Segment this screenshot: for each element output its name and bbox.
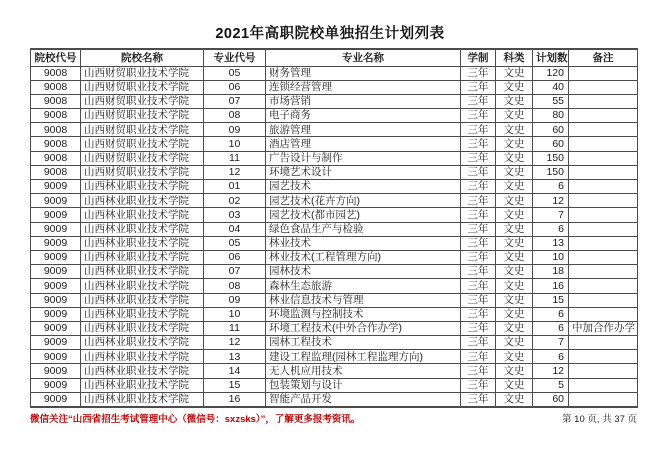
cell-plan-count: 60 bbox=[533, 392, 569, 406]
cell-category: 文史 bbox=[496, 222, 533, 236]
cell-category: 文史 bbox=[496, 336, 533, 350]
cell-college-code: 9009 bbox=[31, 307, 81, 321]
cell-remark bbox=[569, 137, 638, 151]
cell-duration: 三年 bbox=[461, 80, 496, 94]
cell-college-name: 山西林业职业技术学院 bbox=[81, 194, 204, 208]
cell-college-name: 山西林业职业技术学院 bbox=[81, 279, 204, 293]
cell-plan-count: 150 bbox=[533, 165, 569, 179]
cell-major-code: 10 bbox=[204, 137, 266, 151]
table-row bbox=[31, 336, 638, 350]
cell-major-name: 园林工程技术 bbox=[266, 336, 461, 350]
table-row bbox=[31, 307, 638, 321]
cell-college-code: 9009 bbox=[31, 236, 81, 250]
table-row bbox=[31, 208, 638, 222]
cell-major-code: 08 bbox=[204, 109, 266, 123]
cell-remark: 中加合作办学 bbox=[569, 321, 638, 335]
cell-duration: 三年 bbox=[461, 165, 496, 179]
cell-college-code: 9009 bbox=[31, 180, 81, 194]
cell-major-code: 09 bbox=[204, 293, 266, 307]
table-row bbox=[31, 123, 638, 137]
col-header-college-code: 院校代号 bbox=[31, 49, 81, 66]
cell-remark bbox=[569, 293, 638, 307]
cell-plan-count: 120 bbox=[533, 66, 569, 80]
cell-major-name: 绿色食品生产与检验 bbox=[266, 222, 461, 236]
cell-major-code: 13 bbox=[204, 350, 266, 364]
cell-remark bbox=[569, 208, 638, 222]
cell-remark bbox=[569, 222, 638, 236]
cell-remark bbox=[569, 236, 638, 250]
cell-college-code: 9008 bbox=[31, 137, 81, 151]
cell-remark bbox=[569, 392, 638, 406]
cell-college-code: 9009 bbox=[31, 208, 81, 222]
cell-major-code: 06 bbox=[204, 250, 266, 264]
page-footer bbox=[30, 411, 637, 425]
cell-plan-count: 6 bbox=[533, 350, 569, 364]
cell-college-code: 9009 bbox=[31, 279, 81, 293]
cell-plan-count: 5 bbox=[533, 378, 569, 392]
cell-category: 文史 bbox=[496, 307, 533, 321]
cell-category: 文史 bbox=[496, 279, 533, 293]
table-row bbox=[31, 378, 638, 392]
cell-major-name: 连锁经营管理 bbox=[266, 80, 461, 94]
wechat-notice-text: 微信关注“山西省招生考试管理中心（微信号：sxzsks）”，了解更多报考资讯。 bbox=[30, 413, 361, 425]
cell-college-name: 山西财贸职业技术学院 bbox=[81, 94, 204, 108]
cell-college-code: 9009 bbox=[31, 194, 81, 208]
table-row bbox=[31, 109, 638, 123]
cell-major-code: 01 bbox=[204, 180, 266, 194]
cell-major-code: 16 bbox=[204, 392, 266, 406]
cell-remark bbox=[569, 307, 638, 321]
col-header-remark: 备注 bbox=[569, 49, 638, 66]
cell-duration: 三年 bbox=[461, 109, 496, 123]
cell-remark bbox=[569, 336, 638, 350]
cell-remark bbox=[569, 123, 638, 137]
cell-duration: 三年 bbox=[461, 236, 496, 250]
enrollment-plan-table bbox=[30, 48, 638, 408]
cell-duration: 三年 bbox=[461, 321, 496, 335]
cell-plan-count: 6 bbox=[533, 307, 569, 321]
cell-college-name: 山西林业职业技术学院 bbox=[81, 307, 204, 321]
cell-plan-count: 16 bbox=[533, 279, 569, 293]
cell-category: 文史 bbox=[496, 350, 533, 364]
cell-major-name: 智能产品开发 bbox=[266, 392, 461, 406]
cell-duration: 三年 bbox=[461, 336, 496, 350]
cell-college-name: 山西财贸职业技术学院 bbox=[81, 109, 204, 123]
table-row bbox=[31, 321, 638, 335]
cell-major-name: 环境工程技术(中外合作办学) bbox=[266, 321, 461, 335]
cell-category: 文史 bbox=[496, 208, 533, 222]
cell-college-code: 9009 bbox=[31, 250, 81, 264]
cell-plan-count: 60 bbox=[533, 123, 569, 137]
cell-major-code: 04 bbox=[204, 222, 266, 236]
cell-college-name: 山西林业职业技术学院 bbox=[81, 336, 204, 350]
table-row bbox=[31, 293, 638, 307]
cell-major-name: 市场营销 bbox=[266, 94, 461, 108]
cell-college-name: 山西林业职业技术学院 bbox=[81, 265, 204, 279]
cell-plan-count: 6 bbox=[533, 222, 569, 236]
table-row bbox=[31, 222, 638, 236]
cell-college-name: 山西林业职业技术学院 bbox=[81, 180, 204, 194]
cell-plan-count: 7 bbox=[533, 208, 569, 222]
cell-college-name: 山西林业职业技术学院 bbox=[81, 208, 204, 222]
cell-major-name: 林业技术(工程管理方向) bbox=[266, 250, 461, 264]
table-row bbox=[31, 151, 638, 165]
cell-college-name: 山西财贸职业技术学院 bbox=[81, 123, 204, 137]
cell-duration: 三年 bbox=[461, 137, 496, 151]
cell-remark bbox=[569, 364, 638, 378]
table-row bbox=[31, 194, 638, 208]
cell-duration: 三年 bbox=[461, 392, 496, 406]
cell-duration: 三年 bbox=[461, 364, 496, 378]
cell-college-name: 山西林业职业技术学院 bbox=[81, 222, 204, 236]
cell-college-code: 9009 bbox=[31, 321, 81, 335]
table-row bbox=[31, 137, 638, 151]
table-row bbox=[31, 236, 638, 250]
cell-duration: 三年 bbox=[461, 151, 496, 165]
cell-duration: 三年 bbox=[461, 350, 496, 364]
cell-category: 文史 bbox=[496, 321, 533, 335]
cell-college-name: 山西林业职业技术学院 bbox=[81, 392, 204, 406]
cell-college-code: 9008 bbox=[31, 80, 81, 94]
cell-major-name: 园艺技术(都市园艺) bbox=[266, 208, 461, 222]
table-row bbox=[31, 80, 638, 94]
col-header-major-name: 专业名称 bbox=[266, 49, 461, 66]
cell-category: 文史 bbox=[496, 392, 533, 406]
cell-major-name: 环境监测与控制技术 bbox=[266, 307, 461, 321]
cell-major-code: 06 bbox=[204, 80, 266, 94]
cell-remark bbox=[569, 279, 638, 293]
cell-duration: 三年 bbox=[461, 94, 496, 108]
col-header-college-name: 院校名称 bbox=[81, 49, 204, 66]
cell-remark bbox=[569, 165, 638, 179]
cell-plan-count: 10 bbox=[533, 250, 569, 264]
cell-major-code: 05 bbox=[204, 236, 266, 250]
cell-college-code: 9008 bbox=[31, 66, 81, 80]
cell-major-name: 森林生态旅游 bbox=[266, 279, 461, 293]
cell-duration: 三年 bbox=[461, 222, 496, 236]
cell-college-name: 山西林业职业技术学院 bbox=[81, 250, 204, 264]
cell-remark bbox=[569, 94, 638, 108]
cell-college-code: 9008 bbox=[31, 109, 81, 123]
cell-remark bbox=[569, 151, 638, 165]
cell-major-name: 园林技术 bbox=[266, 265, 461, 279]
cell-major-code: 09 bbox=[204, 123, 266, 137]
cell-college-name: 山西财贸职业技术学院 bbox=[81, 66, 204, 80]
table-row bbox=[31, 350, 638, 364]
cell-college-name: 山西财贸职业技术学院 bbox=[81, 165, 204, 179]
cell-college-name: 山西财贸职业技术学院 bbox=[81, 151, 204, 165]
cell-college-code: 9009 bbox=[31, 222, 81, 236]
cell-category: 文史 bbox=[496, 165, 533, 179]
cell-major-name: 建设工程监理(园林工程监理方向) bbox=[266, 350, 461, 364]
cell-plan-count: 55 bbox=[533, 94, 569, 108]
table-row bbox=[31, 66, 638, 80]
cell-college-code: 9008 bbox=[31, 151, 81, 165]
table-row bbox=[31, 250, 638, 264]
cell-major-name: 电子商务 bbox=[266, 109, 461, 123]
cell-college-code: 9009 bbox=[31, 364, 81, 378]
table-row bbox=[31, 392, 638, 406]
cell-duration: 三年 bbox=[461, 378, 496, 392]
col-header-category: 科类 bbox=[496, 49, 533, 66]
cell-major-code: 11 bbox=[204, 321, 266, 335]
cell-college-name: 山西林业职业技术学院 bbox=[81, 321, 204, 335]
cell-college-code: 9009 bbox=[31, 336, 81, 350]
cell-major-code: 03 bbox=[204, 208, 266, 222]
cell-major-code: 08 bbox=[204, 279, 266, 293]
cell-duration: 三年 bbox=[461, 265, 496, 279]
cell-category: 文史 bbox=[496, 265, 533, 279]
cell-major-name: 林业信息技术与管理 bbox=[266, 293, 461, 307]
cell-category: 文史 bbox=[496, 364, 533, 378]
cell-duration: 三年 bbox=[461, 208, 496, 222]
cell-plan-count: 150 bbox=[533, 151, 569, 165]
table-row bbox=[31, 165, 638, 179]
cell-category: 文史 bbox=[496, 123, 533, 137]
cell-category: 文史 bbox=[496, 378, 533, 392]
cell-plan-count: 60 bbox=[533, 137, 569, 151]
cell-major-name: 旅游管理 bbox=[266, 123, 461, 137]
cell-major-code: 14 bbox=[204, 364, 266, 378]
cell-duration: 三年 bbox=[461, 123, 496, 137]
cell-college-name: 山西林业职业技术学院 bbox=[81, 364, 204, 378]
cell-category: 文史 bbox=[496, 66, 533, 80]
cell-remark bbox=[569, 250, 638, 264]
cell-category: 文史 bbox=[496, 80, 533, 94]
cell-category: 文史 bbox=[496, 293, 533, 307]
cell-major-name: 酒店管理 bbox=[266, 137, 461, 151]
cell-category: 文史 bbox=[496, 194, 533, 208]
cell-college-name: 山西林业职业技术学院 bbox=[81, 378, 204, 392]
cell-major-code: 12 bbox=[204, 336, 266, 350]
cell-college-code: 9008 bbox=[31, 94, 81, 108]
cell-category: 文史 bbox=[496, 180, 533, 194]
page-number-info: 第 10 页, 共 37 页 bbox=[562, 413, 637, 425]
table-row bbox=[31, 94, 638, 108]
cell-college-code: 9009 bbox=[31, 265, 81, 279]
table-row bbox=[31, 279, 638, 293]
cell-remark bbox=[569, 265, 638, 279]
cell-remark bbox=[569, 350, 638, 364]
table-row bbox=[31, 364, 638, 378]
cell-college-code: 9009 bbox=[31, 378, 81, 392]
cell-category: 文史 bbox=[496, 250, 533, 264]
cell-college-name: 山西林业职业技术学院 bbox=[81, 350, 204, 364]
cell-plan-count: 15 bbox=[533, 293, 569, 307]
cell-major-name: 园艺技术 bbox=[266, 180, 461, 194]
cell-plan-count: 18 bbox=[533, 265, 569, 279]
cell-college-code: 9009 bbox=[31, 392, 81, 406]
cell-category: 文史 bbox=[496, 137, 533, 151]
cell-major-code: 11 bbox=[204, 151, 266, 165]
cell-duration: 三年 bbox=[461, 180, 496, 194]
cell-major-code: 15 bbox=[204, 378, 266, 392]
cell-major-name: 广告设计与制作 bbox=[266, 151, 461, 165]
cell-category: 文史 bbox=[496, 109, 533, 123]
cell-duration: 三年 bbox=[461, 279, 496, 293]
cell-major-code: 07 bbox=[204, 94, 266, 108]
cell-major-name: 环境艺术设计 bbox=[266, 165, 461, 179]
cell-category: 文史 bbox=[496, 94, 533, 108]
cell-major-name: 包装策划与设计 bbox=[266, 378, 461, 392]
cell-plan-count: 6 bbox=[533, 321, 569, 335]
cell-remark bbox=[569, 378, 638, 392]
cell-major-code: 12 bbox=[204, 165, 266, 179]
col-header-major-code: 专业代号 bbox=[204, 49, 266, 66]
cell-remark bbox=[569, 194, 638, 208]
cell-college-code: 9008 bbox=[31, 165, 81, 179]
cell-college-code: 9009 bbox=[31, 350, 81, 364]
cell-major-code: 02 bbox=[204, 194, 266, 208]
cell-major-code: 07 bbox=[204, 265, 266, 279]
col-header-plan-count: 计划数 bbox=[533, 49, 569, 66]
table-row bbox=[31, 265, 638, 279]
cell-category: 文史 bbox=[496, 236, 533, 250]
cell-college-code: 9009 bbox=[31, 293, 81, 307]
cell-duration: 三年 bbox=[461, 307, 496, 321]
cell-college-name: 山西财贸职业技术学院 bbox=[81, 137, 204, 151]
cell-plan-count: 12 bbox=[533, 194, 569, 208]
cell-remark bbox=[569, 66, 638, 80]
cell-plan-count: 13 bbox=[533, 236, 569, 250]
cell-major-name: 无人机应用技术 bbox=[266, 364, 461, 378]
cell-duration: 三年 bbox=[461, 194, 496, 208]
cell-duration: 三年 bbox=[461, 66, 496, 80]
cell-college-name: 山西林业职业技术学院 bbox=[81, 293, 204, 307]
cell-plan-count: 80 bbox=[533, 109, 569, 123]
cell-remark bbox=[569, 180, 638, 194]
cell-major-name: 财务管理 bbox=[266, 66, 461, 80]
cell-major-name: 林业技术 bbox=[266, 236, 461, 250]
table-header-row bbox=[31, 49, 638, 66]
cell-plan-count: 7 bbox=[533, 336, 569, 350]
cell-plan-count: 6 bbox=[533, 180, 569, 194]
cell-plan-count: 40 bbox=[533, 80, 569, 94]
cell-remark bbox=[569, 80, 638, 94]
cell-plan-count: 12 bbox=[533, 364, 569, 378]
cell-major-code: 10 bbox=[204, 307, 266, 321]
cell-duration: 三年 bbox=[461, 293, 496, 307]
cell-college-name: 山西财贸职业技术学院 bbox=[81, 80, 204, 94]
table-row bbox=[31, 180, 638, 194]
page-title: 2021年高职院校单独招生计划列表 bbox=[215, 26, 445, 42]
cell-college-code: 9008 bbox=[31, 123, 81, 137]
col-header-duration: 学制 bbox=[461, 49, 496, 66]
cell-college-name: 山西林业职业技术学院 bbox=[81, 236, 204, 250]
cell-major-name: 园艺技术(花卉方向) bbox=[266, 194, 461, 208]
cell-remark bbox=[569, 109, 638, 123]
cell-category: 文史 bbox=[496, 151, 533, 165]
cell-major-code: 05 bbox=[204, 66, 266, 80]
cell-duration: 三年 bbox=[461, 250, 496, 264]
